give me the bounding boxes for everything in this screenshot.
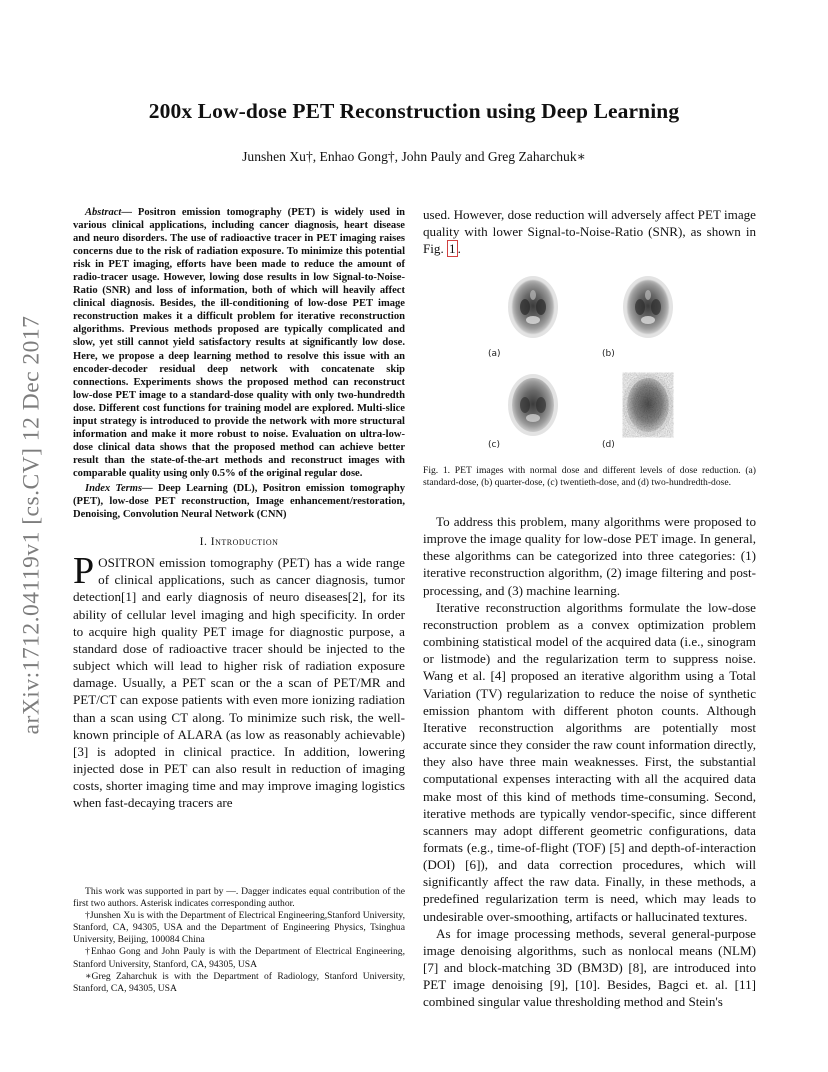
panel-label-d: (d) <box>602 440 615 450</box>
section-heading: I. Introduction <box>199 535 279 549</box>
footnote: ∗Greg Zaharchuk is with the Department of Radiology, Stanford University, Stanford, CA, 94305, USA <box>73 970 405 994</box>
author-list: Junshen Xu†, Enhao Gong†, John Pauly and Greg Zaharchuk∗ <box>242 149 586 164</box>
figure-reference-link[interactable]: 1 <box>449 241 456 257</box>
drop-cap: P <box>73 550 95 593</box>
pet-image-two-hundredth-dose <box>613 363 683 443</box>
abstract-text: — Positron emission tomography (PET) is widely used in various clinical applications, including cancer diagnosis, heart disease and neuro disorders. The use of radioactive tracer in PET imaging raises concerns due to the risk of radiation exposure. To minimize this potential risk in PET imaging, efforts have been made to reduce the amount of radio-tracer usage. However, lowing dose results in low Signal-to-Noise-Ratio (SNR) and loss of information, both of which will heavily affect clinical diagnosis. Besides, the ill-conditioning of low-dose PET image reconstruction makes it a difficult problem for iterative reconstruction algorithms. Previous methods proposed are typically complicated and slow, yet still cannot yield satisfactory results at significantly low dose. Here, we propose a deep learning method to resolve this issue with an encoder-decoder residual deep network with concatenate skip connections. Experiments shows the proposed method can reconstruct low-dose PET image to a standard-dose quality with only two-hundredth dose. Different cost functions for training model are explored. Multi-slice input strategy is introduced to provide the network with more structural information and make it more robust to noise. Evaluation on ultra-low-dose clinical data shows that the proposed method can achieve better result than the state-of-the-art methods and reconstruct images with comparable quality using only 0.5% of the original regular dose. <box>73 207 405 479</box>
panel-label-b: (b) <box>602 349 615 359</box>
pet-image-standard-dose <box>498 265 568 345</box>
panel-label-c: (c) <box>488 440 500 450</box>
body-paragraph: To address this problem, many algorithms were proposed to improve the image quality for low-dose PET image. In general, these algorithms can be categorized into three categories: (1) iterative reconstruction algorithm, (2) image filtering and post-processing, and (3) machine learning. <box>423 514 756 598</box>
paper-title: 200x Low-dose PET Reconstruction using Deep Learning <box>148 99 680 123</box>
abstract-label: Abstract <box>85 207 122 218</box>
right-column-body <box>423 513 756 1011</box>
pet-image-quarter-dose <box>613 265 683 345</box>
panel-label-a: (a) <box>488 349 501 359</box>
footnote: This work was supported in part by —. Dagger indicates equal contribution of the first two authors. Asterisk indicates corresponding author. <box>73 886 405 910</box>
body-paragraph: As for image processing methods, several general-purpose image denoising algorithms, such as nonlocal means (NLM) [7] and block-matching 3D (BM3D) [8], are introduced into PET image denoising [9], [10]. Besides, Bagci et. al. [11] combined singular value thresholding method and Stein's <box>423 925 756 1010</box>
arxiv-sidebar <box>12 285 52 765</box>
figure-caption: Fig. 1. PET images with normal dose and different levels of dose reduction. (a) standard-dose, (b) quarter-dose, (c) twentieth-dose, and (d) two-hundredth-dose. <box>423 465 756 489</box>
right-column-top: used. However, dose reduction will adversely affect PET image quality with lower Signal-to-Noise-Ratio (SNR), as shown in Fig. 1 . <box>423 207 756 257</box>
figure-1 <box>478 265 718 460</box>
pet-image-twentieth-dose <box>498 363 568 443</box>
index-terms-text: — Deep Learning (DL), Positron emission tomography (PET), low-dose PET reconstruction, Image enhancement/restoration, Denoising, Convolution Neural Network (CNN) <box>73 482 405 521</box>
arxiv-identifier: arXiv:1712.04119v1 [cs.CV] 12 Dec 2017 <box>18 315 45 735</box>
left-column <box>73 206 405 811</box>
index-terms-label: Index Terms <box>85 482 143 494</box>
abstract <box>73 206 405 521</box>
intro-text: emission tomography (PET) has a wide range of clinical applications, such as cancer diagnosis, tumor detection[1] and early diagnosis of neuro diseases[2], for its ability of cellular level imaging and high specificity. In order to acquire high quality PET image for diagnostic purpose, a standard dose of radioactive tracer should be injected to the subject which will lead to higher risk of radiation exposure damage. Usually, a PET scan or the a scan of PET/MR and PET/CT can expose patients with even more ionizing radiation than a scan using CT along. To minimize such risk, the well-known principle of ALARA (as low as reasonably achievable)[3] is adopted in clinical practice. In addition, lowering injected dose in PET can also result in reduction of imaging costs, shorter imaging time and may improve imaging logistics when fast-decaying tracers are <box>73 555 405 811</box>
footnote: †Enhao Gong and John Pauly is with the Department of Electrical Engineering, Stanford University, Stanford, CA, 94305, USA <box>73 946 405 970</box>
intro-paragraph <box>73 550 405 811</box>
footnote: †Junshen Xu is with the Department of Electrical Engineering,Stanford University, Stanford, CA, 94305, USA and the Department of Engineering Physics, Tsinghua University, Beijing, 100084 China <box>73 910 405 946</box>
first-word: OSITRON <box>98 555 155 571</box>
footnotes <box>73 886 405 995</box>
body-paragraph: Iterative reconstruction algorithms formulate the low-dose reconstruction problem as a convex optimization problem combining statistical model of the acquired data (i.e., sinogram or listmode) and the regularization term to suppress noise. Wang et al. [4] proposed an iterative algorithm using a Total Variation (TV) regularization to reduce the noise of synthetic emission phantom with different photon counts. Although Iterative reconstruction algorithms are potentially most accurate since they consider the raw count information directly, they also have three main weaknesses. First, the substantial computational expenses interacting with all the acquired data make most of this kind of methods time-consuming. Second, iterative methods are typically vendor-specific, since different scanners may adopt different geometric configurations, data formats (e.g., time-of-flight (TOF) [5] and depth-of-interaction (DOI) [6]), and data correction procedures, which will significantly affect the raw data. Finally, in these methods, a predefined regularization term is need, which may leads to undesirable over-smoothing, artifacts or hallucinated textures. <box>423 599 756 924</box>
